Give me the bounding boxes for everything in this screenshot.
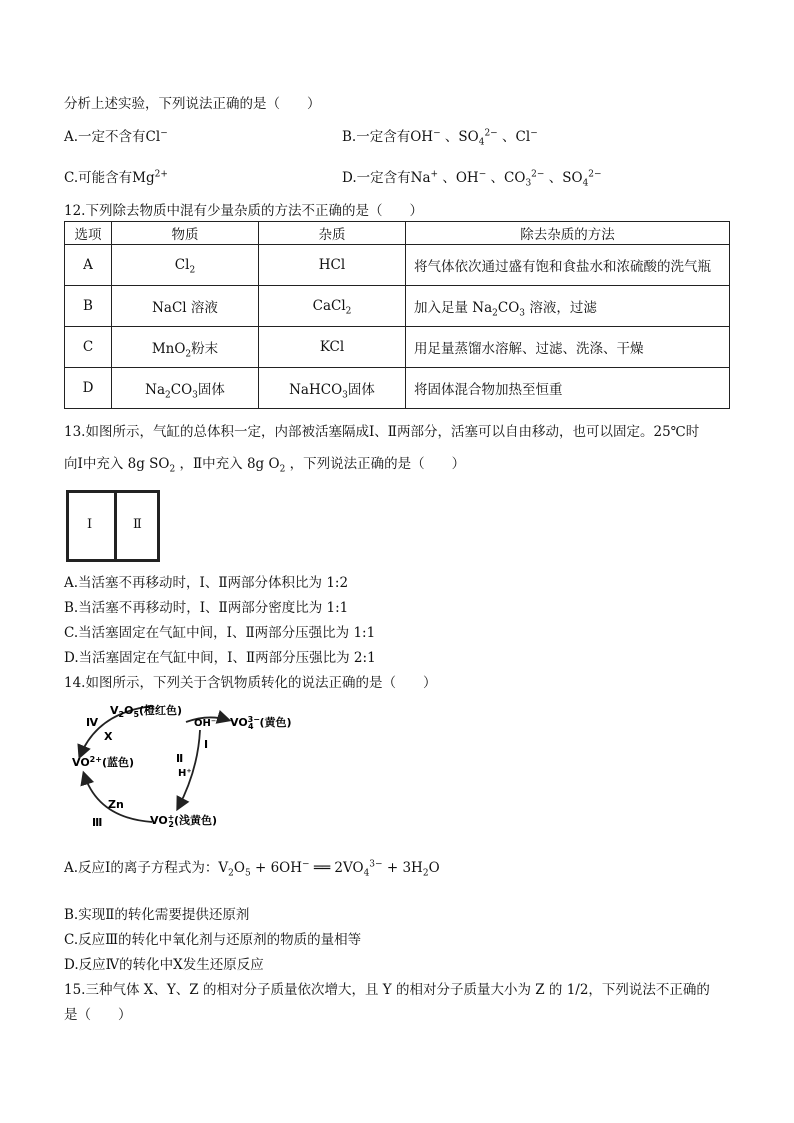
label-X: X	[104, 730, 113, 743]
row-impurity: HCl	[259, 245, 406, 286]
q13-stem-line2: 向Ⅰ中充入 8g $SO_2$ ，Ⅱ中充入 8g $O_2$ ，下列说法正确的是（ ）	[64, 456, 466, 475]
q14-option-d[interactable]: D.反应Ⅳ的转化中X发生还原反应	[64, 957, 264, 973]
header-impurity: 杂质	[259, 222, 406, 245]
q14-option-c[interactable]: C.反应Ⅲ的转化中氧化剂与还原剂的物质的量相等	[64, 932, 362, 948]
row-impurity: CaCl$_2$	[259, 286, 406, 327]
dioxovanadium-label: VO+ 2(浅黄色)	[150, 813, 218, 829]
q11-option-d[interactable]: D.一定含有Na+ 、OH− 、$CO_3^{2-}$ 、$SO_4^{2-}$	[342, 169, 602, 189]
q15-stem-line2: 是（ ）	[64, 1007, 132, 1023]
label-OH: OH⁻	[194, 718, 217, 729]
row-method: 用足量蒸馏水溶解、过滤、洗涤、干燥	[406, 327, 730, 368]
label-Zn: Zn	[108, 798, 124, 811]
cylinder-diagram	[66, 490, 160, 562]
table-row	[65, 245, 730, 286]
header-option: 选项	[65, 222, 112, 245]
row-impurity: NaHCO$_3$固体	[259, 368, 406, 409]
q13-option-d[interactable]: D.当活塞固定在气缸中间，Ⅰ、Ⅱ两部分压强比为 2:1	[64, 650, 376, 666]
row-substance: NaCl 溶液	[112, 286, 259, 327]
q11-option-b[interactable]: B.一定含有OH− 、$SO_4^{2-}$ 、Cl−	[342, 128, 538, 148]
header-substance: 物质	[112, 222, 259, 245]
q11-stem: 分析上述实验，下列说法正确的是（ ）	[64, 96, 321, 112]
q13-option-c[interactable]: C.当活塞固定在气缸中间，Ⅰ、Ⅱ两部分压强比为 1:1	[64, 625, 376, 641]
row-option: C	[65, 327, 112, 368]
row-option: D	[65, 368, 112, 409]
table-row	[65, 327, 730, 368]
q13-option-a[interactable]: A.当活塞不再移动时，Ⅰ、Ⅱ两部分体积比为 1:2	[64, 575, 349, 591]
vanadate-label: $VO^{3-}$ 4 (黄色)	[230, 715, 292, 731]
q13-option-b[interactable]: B.当活塞不再移动时，Ⅰ、Ⅱ两部分密度比为 1:1	[64, 600, 349, 616]
label-H: H⁺	[178, 768, 192, 779]
label-II: Ⅱ	[176, 752, 184, 765]
vanadium-cycle-diagram	[68, 700, 308, 832]
row-impurity: KCl	[259, 327, 406, 368]
q12-table	[64, 221, 730, 409]
row-substance: $Cl_2$	[112, 245, 259, 286]
row-method: 将固体混合物加热至恒重	[406, 368, 730, 409]
chamber-1-label: Ⅰ	[87, 517, 93, 532]
row-option: A	[65, 245, 112, 286]
table-row	[65, 368, 730, 409]
label-IV: Ⅳ	[86, 716, 99, 729]
q14-stem: 14.如图所示，下列关于含钒物质转化的说法正确的是（ ）	[64, 675, 437, 691]
q12-stem: 12.下列除去物质中混有少量杂质的方法不正确的是（ ）	[64, 203, 423, 219]
q15-stem-line1: 15.三种气体 X、Y、Z 的相对分子质量依次增大，且 Y 的相对分子质量大小为 Z 的 1/2，下列说法不正确的	[64, 982, 710, 998]
q11-option-c[interactable]: C.可能含有$Mg^{2+}$	[64, 169, 168, 186]
label-III: Ⅲ	[92, 816, 103, 829]
header-method: 除去杂质的方法	[406, 222, 730, 245]
row-option: B	[65, 286, 112, 327]
label-I: Ⅰ	[204, 738, 209, 751]
table-row	[65, 286, 730, 327]
q14-option-a[interactable]: A.反应Ⅰ的离子方程式为：$V_2O_5 + 6OH^-$ ══ $2VO_4^{3-} + 3H_2O$	[64, 859, 440, 879]
row-method: 加入足量 $Na_2CO_3$ 溶液，过滤	[406, 286, 730, 327]
row-method: 将气体依次通过盛有饱和食盐水和浓硫酸的洗气瓶	[406, 245, 730, 286]
vanadyl-label: $VO^{2+}$(蓝色)	[72, 755, 135, 769]
table-header-row	[65, 222, 730, 245]
q11-option-a[interactable]: A.一定不含有Cl−	[64, 128, 168, 145]
piston	[114, 493, 117, 559]
row-substance: $Na_2CO_3$固体	[112, 368, 259, 409]
vanadium-pentoxide-label: $V_2O_5$(橙红色)	[110, 704, 183, 719]
chamber-2-label: Ⅱ	[133, 517, 142, 532]
row-substance: MnO$_2$粉末	[112, 327, 259, 368]
q13-stem-line1: 13.如图所示，气缸的总体积一定，内部被活塞隔成Ⅰ、Ⅱ两部分，活塞可以自由移动，也可以固定。25℃时	[64, 424, 700, 440]
q14-option-b[interactable]: B.实现Ⅱ的转化需要提供还原剂	[64, 907, 250, 923]
